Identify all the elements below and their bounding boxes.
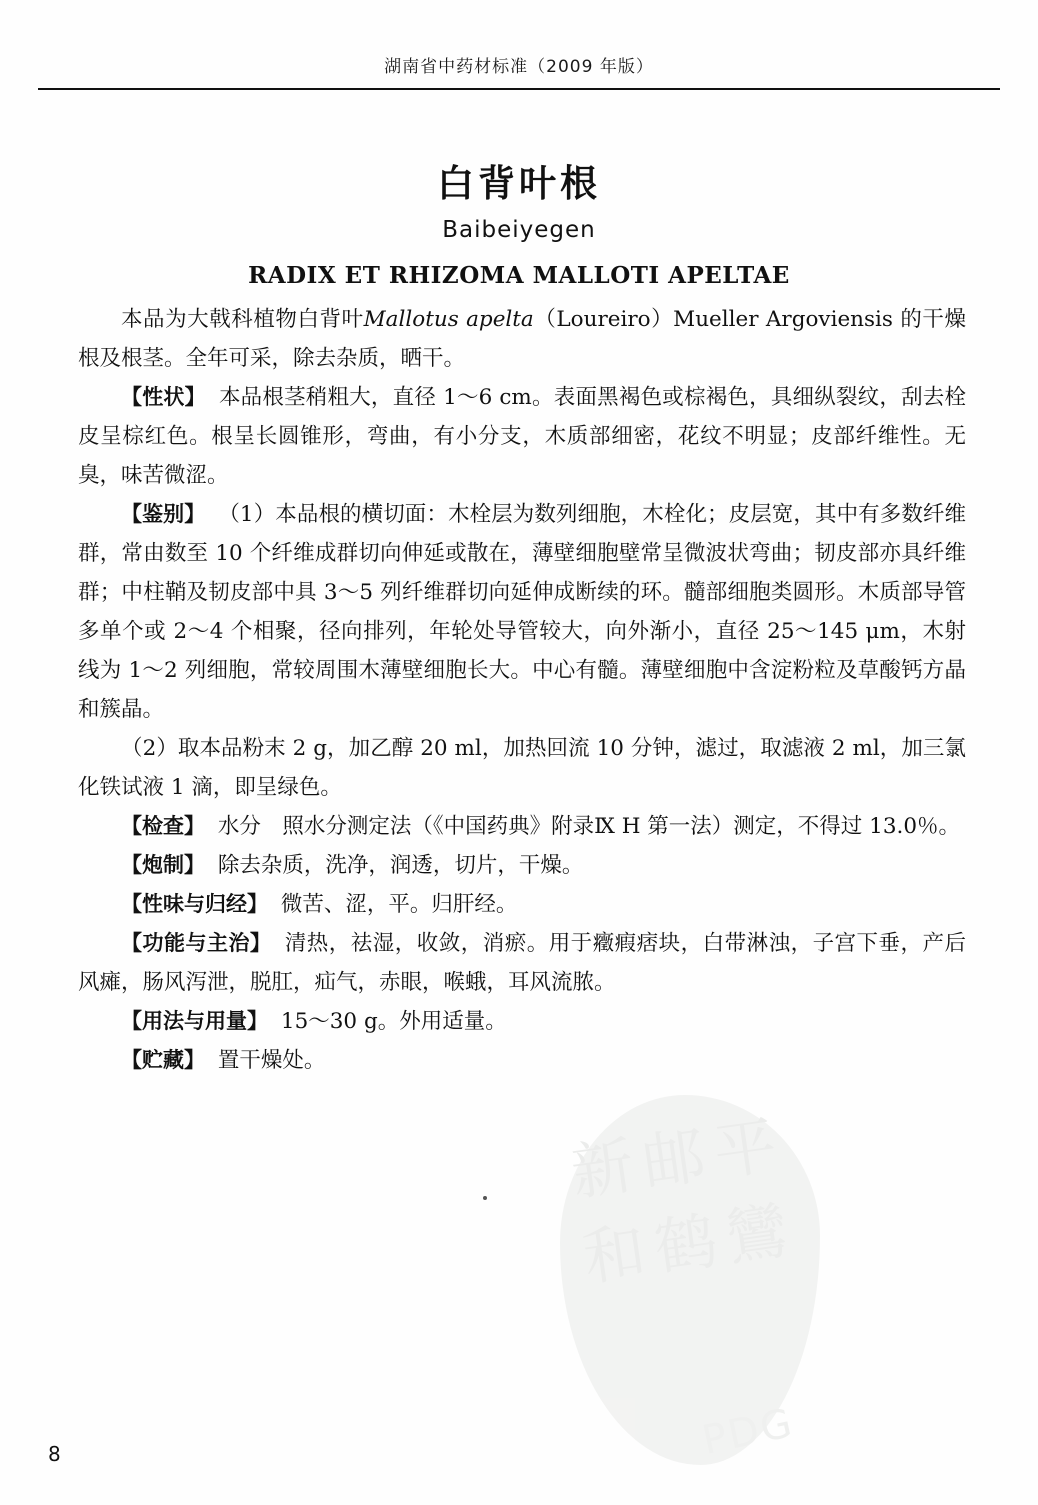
section-text-paozhi: 除去杂质，洗净，润透，切片，干燥。 bbox=[217, 853, 584, 878]
section-label-yongfa: 【用法与用量】 bbox=[121, 1009, 268, 1033]
paragraph-xingzhuang bbox=[78, 378, 966, 495]
paragraph-jiancha bbox=[78, 807, 966, 846]
paragraph-xingwei bbox=[78, 885, 966, 924]
section-label-jianbie: 【鉴别】 bbox=[121, 502, 206, 526]
running-head: 湖南省中药材标准（2009 年版） bbox=[384, 57, 654, 77]
watermark-label: PDG bbox=[698, 1399, 798, 1465]
origin-species-latin: Mallotus apelta bbox=[363, 307, 534, 332]
section-label-gongneng: 【功能与主治】 bbox=[121, 931, 272, 955]
section-label-xingwei: 【性味与归经】 bbox=[121, 892, 268, 916]
section-text-jianbie-2: （2）取本品粉末 2 g，加乙醇 20 ml，加热回流 10 分钟，滤过，取滤液 2 ml，加三氯化铁试液 1 滴，即呈绿色。 bbox=[78, 736, 966, 800]
section-text-zhucang: 置干燥处。 bbox=[217, 1048, 326, 1073]
monograph-body bbox=[78, 300, 966, 1080]
paragraph-paozhi bbox=[78, 846, 966, 885]
paragraph-jianbie-2 bbox=[78, 729, 966, 807]
stray-ink-dot bbox=[483, 1196, 487, 1200]
pinyin-name: Baibeiyegen bbox=[442, 217, 596, 243]
section-label-paozhi: 【炮制】 bbox=[121, 853, 205, 877]
section-text-gongneng: 清热，祛湿，收敛，消瘀。用于癥瘕痞块，白带淋浊，子宫下垂，产后风瘫，肠风泻泄，脱肛，疝气，赤眼，喉蛾，耳风流脓。 bbox=[78, 931, 967, 995]
page-title: 白背叶根 bbox=[437, 161, 601, 205]
paragraph-origin bbox=[78, 300, 966, 378]
paragraph-zhucang bbox=[78, 1041, 966, 1080]
section-label-xingzhuang: 【性状】 bbox=[121, 385, 206, 409]
section-text-xingwei: 微苦、涩，平。归肝经。 bbox=[280, 892, 518, 917]
latin-name: RADIX ET RHIZOMA MALLOTI APELTAE bbox=[248, 262, 790, 289]
section-text-jiancha: 水分 照水分测定法（《中国药典》附录Ⅸ H 第一法）测定，不得过 13.0％。 bbox=[217, 814, 961, 839]
section-label-jiancha: 【检查】 bbox=[121, 814, 205, 838]
section-label-zhucang: 【贮藏】 bbox=[121, 1048, 205, 1072]
origin-text-post: （Loureiro）Mueller Argoviensis 的干燥根及根茎。全年可采，除去杂质，晒干。 bbox=[78, 307, 966, 371]
origin-text-pre: 本品为大戟科植物白背叶 bbox=[121, 307, 364, 332]
paragraph-jianbie-1 bbox=[78, 495, 966, 729]
watermark-characters: 新邮平和鹤鸞 bbox=[566, 1107, 803, 1295]
paragraph-yongfa bbox=[78, 1002, 966, 1041]
section-text-jianbie-1: （1）本品根的横切面：木栓层为数列细胞，木栓化；皮层宽，其中有多数纤维群，常由数至 10 个纤维成群切向伸延或散在，薄壁细胞壁常呈微波状弯曲；韧皮部亦具纤维群；中柱鞘及韧皮部中具 3～5 列纤维群切向延伸成断续的环。髓部细胞类圆形。木质部导管多单个或 2～4 个相聚，径向排列，年轮处导管较大，向外渐小，直径 25～145 μm，木射线为 1～2 列细胞，常较周围木薄壁细胞长大。中心有髓。薄壁细胞中含淀粉粒及草酸钙方晶和簇晶。 bbox=[78, 502, 967, 722]
section-text-xingzhuang: 本品根茎稍粗大，直径 1～6 cm。表面黑褐色或棕褐色，具细纵裂纹，刮去栓皮呈棕红色。根呈长圆锥形，弯曲，有小分支，木质部细密，花纹不明显；皮部纤维性。无臭，味苦微涩。 bbox=[78, 385, 966, 488]
watermark-shape bbox=[560, 1095, 820, 1465]
header-divider bbox=[38, 88, 1000, 90]
watermark-seal bbox=[560, 1095, 820, 1465]
page-number: 8 bbox=[48, 1442, 61, 1466]
paragraph-gongneng bbox=[78, 924, 966, 1002]
section-text-yongfa: 15～30 g。外用适量。 bbox=[280, 1009, 507, 1034]
